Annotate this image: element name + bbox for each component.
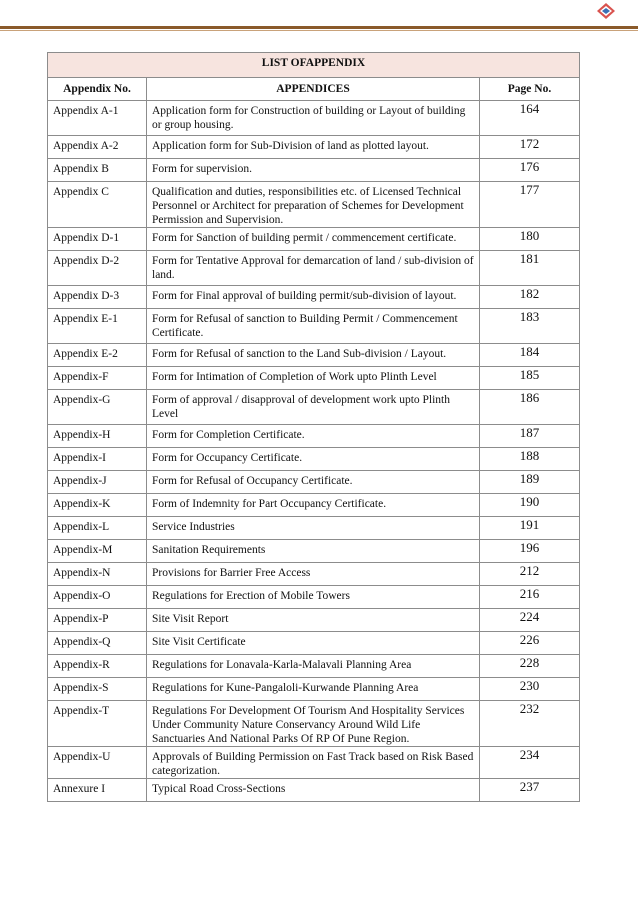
- appendix-description: Approvals of Building Permission on Fast Track based on Risk Based categorization.: [147, 747, 480, 779]
- diamond-logo-icon: [597, 3, 615, 19]
- table-row: [48, 251, 580, 286]
- page-number: 237: [480, 779, 580, 802]
- table-row: [48, 540, 580, 563]
- page-number: 185: [480, 367, 580, 390]
- appendix-description: Form for Sanction of building permit / commencement certificate.: [147, 228, 480, 251]
- table-row: [48, 779, 580, 802]
- appendix-description: Form for Refusal of Occupancy Certificate.: [147, 471, 480, 494]
- page-number: 186: [480, 390, 580, 425]
- page-number: 184: [480, 344, 580, 367]
- appendix-description: Form for Tentative Approval for demarcation of land / sub-division of land.: [147, 251, 480, 286]
- page-number: 228: [480, 655, 580, 678]
- appendix-number: Appendix-M: [48, 540, 147, 563]
- appendix-number: Appendix-R: [48, 655, 147, 678]
- column-header-appendix-no: Appendix No.: [48, 78, 147, 101]
- appendix-description: Form for Refusal of sanction to the Land Sub-division / Layout.: [147, 344, 480, 367]
- appendix-number: Appendix A-2: [48, 136, 147, 159]
- page-number: 177: [480, 182, 580, 228]
- page-number: 191: [480, 517, 580, 540]
- logo-caption: [594, 19, 618, 23]
- appendix-number: Appendix-H: [48, 425, 147, 448]
- table-row: [48, 609, 580, 632]
- appendix-description: Form for Final approval of building permit/sub-division of layout.: [147, 286, 480, 309]
- appendix-description: Typical Road Cross-Sections: [147, 779, 480, 802]
- appendix-description: Provisions for Barrier Free Access: [147, 563, 480, 586]
- table-row: [48, 101, 580, 136]
- page-number: 189: [480, 471, 580, 494]
- page-number: 176: [480, 159, 580, 182]
- table-title: LIST OFAPPENDIX: [48, 53, 580, 78]
- appendix-number: Appendix-U: [48, 747, 147, 779]
- table-row: [48, 136, 580, 159]
- appendix-number: Appendix C: [48, 182, 147, 228]
- page-number: 188: [480, 448, 580, 471]
- table-row: [48, 228, 580, 251]
- table-row: [48, 517, 580, 540]
- table-row: [48, 159, 580, 182]
- header-rule: [0, 26, 638, 29]
- table-row: [48, 448, 580, 471]
- appendix-description: Qualification and duties, responsibilities etc. of Licensed Technical Personnel or Architect for preparation of Schemes for Development Permission and Supervision.: [147, 182, 480, 228]
- appendix-number: Appendix-Q: [48, 632, 147, 655]
- appendix-description: Form of approval / disapproval of development work upto Plinth Level: [147, 390, 480, 425]
- table-row: [48, 678, 580, 701]
- table-row: [48, 309, 580, 344]
- appendix-description: Form for supervision.: [147, 159, 480, 182]
- page-number: 196: [480, 540, 580, 563]
- page-number: 232: [480, 701, 580, 747]
- page-number: 187: [480, 425, 580, 448]
- table-row: [48, 586, 580, 609]
- table-row: [48, 367, 580, 390]
- appendix-number: Appendix-J: [48, 471, 147, 494]
- appendix-number: Appendix-L: [48, 517, 147, 540]
- appendix-number: Appendix D-2: [48, 251, 147, 286]
- table-row: [48, 747, 580, 779]
- table-row: [48, 390, 580, 425]
- appendix-description: Form for Intimation of Completion of Work upto Plinth Level: [147, 367, 480, 390]
- page-number: 216: [480, 586, 580, 609]
- appendix-number: Appendix E-2: [48, 344, 147, 367]
- appendix-description: Application form for Sub-Division of land as plotted layout.: [147, 136, 480, 159]
- appendix-description: Regulations for Kune-Pangaloli-Kurwande Planning Area: [147, 678, 480, 701]
- page-number: 226: [480, 632, 580, 655]
- appendix-description: Form for Occupancy Certificate.: [147, 448, 480, 471]
- page-number: 181: [480, 251, 580, 286]
- appendix-number: Appendix-O: [48, 586, 147, 609]
- table-row: [48, 655, 580, 678]
- appendix-number: Appendix-N: [48, 563, 147, 586]
- appendix-number: Appendix D-1: [48, 228, 147, 251]
- table-row: [48, 425, 580, 448]
- column-header-appendices: APPENDICES: [147, 78, 480, 101]
- appendix-description: Sanitation Requirements: [147, 540, 480, 563]
- table-row: [48, 563, 580, 586]
- appendix-description: Service Industries: [147, 517, 480, 540]
- appendix-description: Form for Completion Certificate.: [147, 425, 480, 448]
- publisher-logo: [594, 3, 618, 25]
- appendix-description: Site Visit Report: [147, 609, 480, 632]
- header-rule-thin: [0, 30, 638, 31]
- page-number: 234: [480, 747, 580, 779]
- page-number: 212: [480, 563, 580, 586]
- page-number: 164: [480, 101, 580, 136]
- table-row: [48, 701, 580, 747]
- page-number: 172: [480, 136, 580, 159]
- table-row: [48, 471, 580, 494]
- appendix-description: Regulations for Lonavala-Karla-Malavali Planning Area: [147, 655, 480, 678]
- table-row: [48, 182, 580, 228]
- appendix-number: Appendix-G: [48, 390, 147, 425]
- appendix-number: Appendix-K: [48, 494, 147, 517]
- appendix-description: Regulations for Erection of Mobile Towers: [147, 586, 480, 609]
- appendix-description: Form of Indemnity for Part Occupancy Certificate.: [147, 494, 480, 517]
- page-number: 230: [480, 678, 580, 701]
- page-number: 190: [480, 494, 580, 517]
- table-row: [48, 344, 580, 367]
- appendix-number: Appendix-S: [48, 678, 147, 701]
- table-row: [48, 494, 580, 517]
- table-row: [48, 632, 580, 655]
- appendix-description: Form for Refusal of sanction to Building Permit / Commencement Certificate.: [147, 309, 480, 344]
- table-row: [48, 286, 580, 309]
- appendix-number: Appendix B: [48, 159, 147, 182]
- appendix-number: Appendix-P: [48, 609, 147, 632]
- appendix-description: Application form for Construction of building or Layout of building or group housing.: [147, 101, 480, 136]
- page-number: 182: [480, 286, 580, 309]
- appendix-number: Appendix-I: [48, 448, 147, 471]
- page-number: 183: [480, 309, 580, 344]
- appendix-number: Appendix D-3: [48, 286, 147, 309]
- page-number: 224: [480, 609, 580, 632]
- appendix-description: Regulations For Development Of Tourism And Hospitality Services Under Community Nature Conservancy Around Wild Life Sanctuaries And National Parks Of RP Of Pune Region.: [147, 701, 480, 747]
- appendix-number: Appendix-T: [48, 701, 147, 747]
- page-number: 180: [480, 228, 580, 251]
- appendix-number: Appendix-F: [48, 367, 147, 390]
- appendix-number: Appendix A-1: [48, 101, 147, 136]
- appendix-description: Site Visit Certificate: [147, 632, 480, 655]
- appendix-number: Appendix E-1: [48, 309, 147, 344]
- column-header-page-no: Page No.: [480, 78, 580, 101]
- appendix-number: Annexure I: [48, 779, 147, 802]
- appendix-table: [47, 52, 580, 802]
